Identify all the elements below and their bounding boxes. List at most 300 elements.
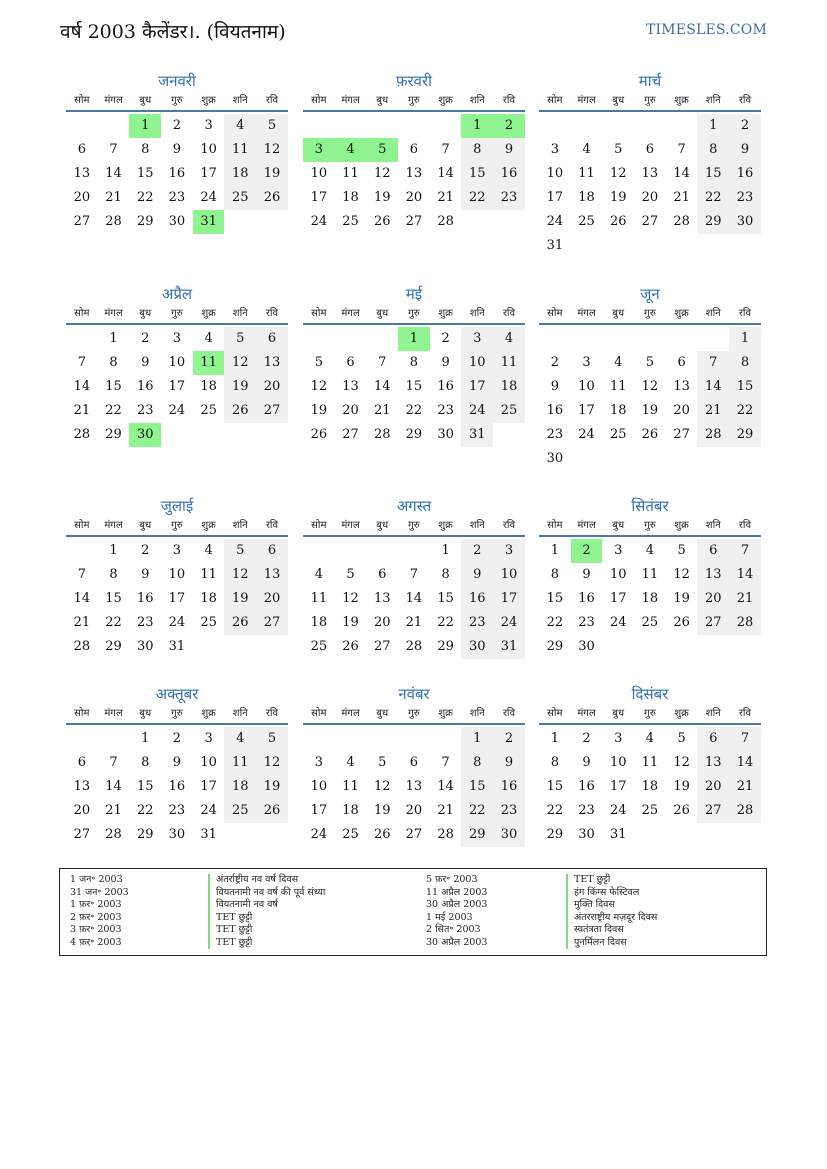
day-cell: 11 — [493, 351, 525, 375]
day-cell: 25 — [641, 803, 659, 818]
holiday-list — [59, 868, 767, 956]
month-calendar — [66, 683, 288, 847]
holiday-date: 1 फ़र॰ 2003 — [70, 899, 122, 910]
weekday-label: बुध — [376, 308, 389, 319]
day-cell: 27 — [342, 427, 359, 442]
holiday-dates-left — [70, 874, 129, 949]
day-cell: 18 — [200, 379, 217, 394]
weekday-label: मंगल — [577, 520, 596, 531]
day-cell: 12 — [256, 751, 288, 775]
weekday-label: गुरु — [644, 308, 656, 319]
day-grid — [66, 727, 288, 847]
day-cell: 21 — [697, 399, 729, 423]
weekday-label: शुक्र — [674, 95, 689, 106]
day-cell: 24 — [310, 214, 328, 229]
day-cell: 9 — [461, 563, 493, 587]
day-cell: 1 — [550, 731, 559, 746]
day-cell: 2 — [461, 539, 493, 563]
day-cell: 18 — [493, 375, 525, 399]
day-cell: 31 — [546, 238, 564, 253]
day-cell: 22 — [405, 403, 423, 418]
day-cell: 24 — [168, 403, 186, 418]
day-cell: 12 — [373, 779, 391, 794]
weekday-label: शनि — [232, 308, 248, 319]
day-cell: 14 — [105, 779, 122, 794]
day-cell: 29 — [461, 823, 493, 847]
day-cell: 27 — [405, 827, 423, 842]
day-cell: 8 — [550, 567, 559, 582]
day-cell: 11 — [641, 755, 659, 770]
day-cell: 16 — [437, 379, 454, 394]
day-cell: 18 — [641, 779, 659, 794]
weekday-label: मंगल — [341, 520, 360, 531]
holiday-name: अंतर्राष्ट्रीय नव वर्ष दिवस — [208, 874, 325, 887]
weekday-label: रवि — [265, 308, 279, 319]
day-cell: 3 — [461, 327, 493, 351]
day-cell: 2 — [493, 114, 525, 138]
day-cell: 2 — [141, 331, 150, 346]
day-cell: 22 — [136, 190, 154, 205]
holiday-date: 30 अप्रैल 2003 — [426, 936, 488, 948]
day-cell: 23 — [437, 403, 454, 418]
day-grid — [66, 327, 288, 447]
day-cell: 8 — [461, 751, 493, 775]
day-cell: 6 — [645, 142, 655, 157]
month-calendar — [66, 283, 288, 447]
day-cell: 22 — [729, 399, 761, 423]
day-cell: 30 — [578, 827, 595, 842]
day-cell: 14 — [437, 779, 454, 794]
day-cell: 28 — [437, 827, 454, 842]
day-cell: 18 — [641, 591, 659, 606]
day-cell: 24 — [461, 399, 493, 423]
month-calendar — [303, 70, 525, 234]
day-cell: 5 — [256, 727, 288, 751]
day-cell: 8 — [109, 355, 118, 370]
month-calendar — [66, 70, 288, 234]
day-cell: 13 — [73, 779, 91, 794]
month-name: जुलाई — [160, 497, 194, 515]
day-cell: 4 — [582, 142, 591, 157]
day-cell: 25 — [310, 639, 328, 654]
day-cell: 1 — [441, 543, 450, 558]
holiday-name: TET छुट्टी — [208, 937, 325, 950]
day-cell: 22 — [546, 615, 564, 630]
weekday-header — [66, 305, 288, 325]
weekday-header — [303, 517, 525, 537]
day-cell: 29 — [105, 427, 122, 442]
holiday-name: TET छुट्टी — [208, 912, 325, 925]
day-cell: 5 — [224, 327, 256, 351]
weekday-label: शुक्र — [201, 308, 216, 319]
day-cell: 24 — [200, 803, 217, 818]
day-cell: 30 — [437, 427, 454, 442]
day-cell: 24 — [609, 615, 627, 630]
weekday-label: मंगल — [104, 520, 123, 531]
day-cell: 24 — [546, 214, 564, 229]
day-cell: 12 — [342, 591, 359, 606]
day-cell: 23 — [578, 615, 595, 630]
day-cell: 10 — [578, 379, 595, 394]
weekday-label: गुरु — [171, 95, 183, 106]
weekday-header — [303, 92, 525, 112]
day-cell: 17 — [200, 779, 217, 794]
day-cell: 15 — [546, 591, 564, 606]
day-cell: 17 — [609, 591, 627, 606]
day-cell: 6 — [409, 142, 419, 157]
day-cell: 17 — [609, 779, 627, 794]
day-cell: 26 — [373, 214, 391, 229]
weekday-label: रवि — [738, 520, 752, 531]
weekday-label: शुक्र — [674, 708, 689, 719]
weekday-label: बुध — [612, 708, 625, 719]
day-cell: 12 — [641, 379, 659, 394]
day-cell: 20 — [256, 587, 288, 611]
month-calendar — [303, 495, 525, 659]
day-cell: 17 — [168, 591, 186, 606]
day-cell: 27 — [256, 611, 288, 635]
day-cell: 7 — [677, 142, 686, 157]
day-cell: 31 — [168, 639, 186, 654]
weekday-label: शनि — [705, 520, 721, 531]
empty-cell — [539, 327, 571, 351]
weekday-label: बुध — [139, 308, 152, 319]
day-cell: 13 — [673, 379, 690, 394]
holiday-name: TET छुट्टी — [208, 924, 325, 937]
day-cell: 23 — [168, 190, 186, 205]
day-cell: 27 — [697, 611, 729, 635]
day-grid — [66, 539, 288, 659]
day-cell: 27 — [373, 639, 391, 654]
weekday-label: मंगल — [577, 95, 596, 106]
month-calendar — [303, 283, 525, 447]
day-cell: 12 — [609, 166, 627, 181]
day-cell: 24 — [609, 803, 627, 818]
month-calendar — [539, 70, 761, 258]
day-cell: 31 — [193, 210, 225, 234]
weekday-label: सोम — [311, 308, 327, 319]
day-cell: 25 — [224, 186, 256, 210]
day-cell: 16 — [168, 166, 186, 181]
day-cell: 16 — [136, 379, 154, 394]
day-cell: 18 — [310, 615, 328, 630]
day-cell: 4 — [614, 355, 623, 370]
day-cell: 25 — [224, 799, 256, 823]
day-cell: 14 — [697, 375, 729, 399]
day-grid — [539, 727, 761, 847]
weekday-label: गुरु — [408, 95, 420, 106]
day-cell: 15 — [105, 591, 122, 606]
day-cell: 29 — [405, 427, 423, 442]
day-cell: 12 — [256, 138, 288, 162]
day-cell: 11 — [641, 567, 659, 582]
day-cell: 15 — [546, 779, 564, 794]
weekday-label: रवि — [502, 308, 516, 319]
day-cell: 9 — [493, 138, 525, 162]
day-cell: 6 — [77, 755, 86, 770]
day-cell: 25 — [609, 427, 627, 442]
day-grid — [303, 114, 525, 234]
day-cell: 29 — [546, 827, 564, 842]
month-name: मई — [405, 285, 423, 303]
day-cell: 6 — [256, 327, 288, 351]
empty-cell — [398, 114, 430, 138]
day-cell: 5 — [346, 567, 355, 582]
day-cell: 23 — [729, 186, 761, 210]
day-cell: 29 — [437, 639, 454, 654]
day-cell: 2 — [550, 355, 559, 370]
holiday-names-right — [566, 874, 657, 949]
day-cell: 1 — [461, 727, 493, 751]
day-cell: 7 — [697, 351, 729, 375]
day-cell: 3 — [493, 539, 525, 563]
day-cell: 11 — [224, 751, 256, 775]
weekday-label: शनि — [232, 95, 248, 106]
day-cell: 14 — [729, 751, 761, 775]
day-cell: 4 — [224, 114, 256, 138]
day-cell: 1 — [550, 543, 559, 558]
day-cell: 12 — [673, 755, 690, 770]
day-cell: 26 — [609, 214, 627, 229]
day-cell: 1 — [729, 327, 761, 351]
day-cell: 1 — [141, 731, 150, 746]
day-cell: 9 — [141, 355, 150, 370]
empty-cell — [335, 727, 367, 751]
weekday-label: रवि — [502, 520, 516, 531]
month-calendar — [539, 683, 761, 847]
month-calendar — [66, 495, 288, 659]
weekday-label: रवि — [265, 708, 279, 719]
weekday-label: रवि — [265, 520, 279, 531]
day-grid — [66, 114, 288, 234]
day-cell: 19 — [641, 403, 659, 418]
day-cell: 11 — [578, 166, 595, 181]
day-cell: 16 — [493, 162, 525, 186]
day-cell: 6 — [409, 755, 419, 770]
day-cell: 3 — [582, 355, 591, 370]
day-cell: 10 — [546, 166, 564, 181]
day-cell: 10 — [493, 563, 525, 587]
weekday-label: रवि — [502, 708, 516, 719]
day-cell: 14 — [373, 379, 391, 394]
day-cell: 26 — [256, 186, 288, 210]
empty-cell — [398, 539, 430, 563]
day-cell: 28 — [697, 423, 729, 447]
holiday-date: 31 जन॰ 2003 — [70, 886, 129, 898]
day-cell: 9 — [550, 379, 559, 394]
day-cell: 30 — [493, 823, 525, 847]
day-cell: 15 — [105, 379, 122, 394]
day-cell: 21 — [437, 190, 454, 205]
day-cell: 10 — [461, 351, 493, 375]
weekday-label: बुध — [376, 708, 389, 719]
day-cell: 4 — [645, 731, 655, 746]
day-cell: 6 — [378, 567, 387, 582]
weekday-label: सोम — [311, 708, 327, 719]
day-cell: 29 — [136, 827, 154, 842]
weekday-label: सोम — [547, 708, 563, 719]
weekday-label: गुरु — [171, 308, 183, 319]
day-cell: 22 — [697, 186, 729, 210]
day-cell: 6 — [256, 539, 288, 563]
empty-cell — [430, 727, 462, 751]
day-cell: 21 — [729, 587, 761, 611]
day-cell: 15 — [405, 379, 423, 394]
day-cell: 13 — [405, 779, 423, 794]
weekday-label: शनि — [232, 520, 248, 531]
day-cell: 8 — [461, 138, 493, 162]
day-cell: 17 — [578, 403, 595, 418]
day-grid — [539, 539, 761, 659]
day-cell: 23 — [136, 403, 154, 418]
weekday-label: शनि — [469, 308, 485, 319]
day-cell: 27 — [641, 214, 659, 229]
day-cell: 11 — [342, 779, 359, 794]
day-cell: 3 — [314, 755, 323, 770]
day-cell: 4 — [314, 567, 323, 582]
day-cell: 26 — [673, 803, 690, 818]
day-cell: 20 — [405, 190, 423, 205]
weekday-label: शुक्र — [438, 708, 453, 719]
day-cell: 19 — [673, 591, 690, 606]
holiday-name: वियतनामी नव वर्ष की पूर्व संध्या — [208, 887, 325, 900]
day-cell: 19 — [256, 162, 288, 186]
weekday-label: बुध — [139, 708, 152, 719]
day-cell: 18 — [200, 591, 217, 606]
weekday-label: शुक्र — [201, 708, 216, 719]
empty-cell — [98, 114, 130, 138]
day-cell: 8 — [441, 567, 450, 582]
day-grid — [539, 327, 761, 471]
day-cell: 9 — [582, 755, 591, 770]
month-calendar — [539, 283, 761, 471]
day-cell: 28 — [729, 799, 761, 823]
weekday-header — [539, 705, 761, 725]
day-cell: 31 — [609, 827, 627, 842]
empty-cell — [571, 327, 603, 351]
weekday-label: बुध — [139, 520, 152, 531]
day-cell: 19 — [373, 190, 391, 205]
holiday-name: वियतनामी नव वर्ष — [208, 899, 325, 912]
weekday-header — [66, 705, 288, 725]
weekday-header — [539, 305, 761, 325]
day-cell: 13 — [342, 379, 359, 394]
empty-cell — [602, 114, 634, 138]
site-link[interactable]: TIMESLES.COM — [646, 22, 767, 38]
empty-cell — [697, 327, 729, 351]
weekday-label: बुध — [139, 95, 152, 106]
day-cell: 25 — [200, 615, 217, 630]
day-cell: 1 — [129, 114, 161, 138]
day-cell: 11 — [310, 591, 328, 606]
empty-cell — [602, 327, 634, 351]
holiday-date: 11 अप्रैल 2003 — [426, 886, 488, 898]
day-cell: 8 — [109, 567, 118, 582]
weekday-header — [66, 92, 288, 112]
day-cell: 18 — [578, 190, 595, 205]
weekday-label: मंगल — [341, 708, 360, 719]
day-cell: 1 — [109, 331, 118, 346]
weekday-header — [303, 305, 525, 325]
weekday-label: रवि — [502, 95, 516, 106]
empty-cell — [366, 727, 398, 751]
day-cell: 19 — [609, 190, 627, 205]
weekday-label: गुरु — [408, 308, 420, 319]
day-cell: 28 — [729, 611, 761, 635]
day-cell: 23 — [136, 615, 154, 630]
weekday-label: शुक्र — [674, 308, 689, 319]
day-cell: 5 — [645, 355, 655, 370]
weekday-label: शुक्र — [438, 520, 453, 531]
day-cell: 13 — [697, 563, 729, 587]
weekday-label: शुक्र — [438, 95, 453, 106]
empty-cell — [303, 539, 335, 563]
day-cell: 26 — [256, 799, 288, 823]
empty-cell — [66, 727, 98, 751]
day-cell: 19 — [256, 775, 288, 799]
day-cell: 9 — [493, 751, 525, 775]
day-cell: 7 — [109, 142, 118, 157]
day-cell: 21 — [437, 803, 454, 818]
empty-cell — [571, 114, 603, 138]
day-cell: 30 — [168, 214, 186, 229]
day-cell: 7 — [441, 142, 450, 157]
day-cell: 7 — [109, 755, 118, 770]
weekday-label: सोम — [311, 520, 327, 531]
day-cell: 26 — [342, 639, 359, 654]
day-cell: 5 — [677, 731, 686, 746]
day-cell: 11 — [609, 379, 627, 394]
day-cell: 2 — [582, 731, 591, 746]
weekday-label: सोम — [74, 708, 90, 719]
day-cell: 14 — [673, 166, 690, 181]
weekday-label: सोम — [547, 520, 563, 531]
day-cell: 23 — [493, 186, 525, 210]
day-cell: 8 — [729, 351, 761, 375]
day-cell: 30 — [546, 451, 564, 466]
day-cell: 2 — [172, 118, 182, 133]
weekday-label: शनि — [469, 95, 485, 106]
day-cell: 27 — [673, 427, 690, 442]
day-cell: 9 — [141, 567, 150, 582]
empty-cell — [335, 539, 367, 563]
day-cell: 12 — [224, 563, 256, 587]
day-cell: 4 — [224, 727, 256, 751]
weekday-label: शुक्र — [438, 308, 453, 319]
day-cell: 31 — [200, 827, 217, 842]
weekday-header — [539, 92, 761, 112]
day-cell: 27 — [405, 214, 423, 229]
day-cell: 28 — [105, 214, 122, 229]
day-cell: 20 — [697, 587, 729, 611]
day-grid — [303, 539, 525, 659]
day-grid — [303, 727, 525, 847]
day-cell: 5 — [378, 755, 387, 770]
day-cell: 20 — [697, 775, 729, 799]
day-cell: 6 — [346, 355, 355, 370]
day-cell: 7 — [729, 539, 761, 563]
day-cell: 18 — [224, 162, 256, 186]
day-cell: 31 — [461, 423, 493, 447]
day-grid — [303, 327, 525, 447]
holiday-name: पुनर्मिलन दिवस — [566, 937, 657, 950]
empty-cell — [303, 114, 335, 138]
day-cell: 15 — [136, 779, 154, 794]
day-cell: 9 — [582, 567, 591, 582]
day-cell: 5 — [224, 539, 256, 563]
holiday-date: 5 फ़र॰ 2003 — [426, 874, 478, 885]
day-cell: 25 — [342, 827, 359, 842]
